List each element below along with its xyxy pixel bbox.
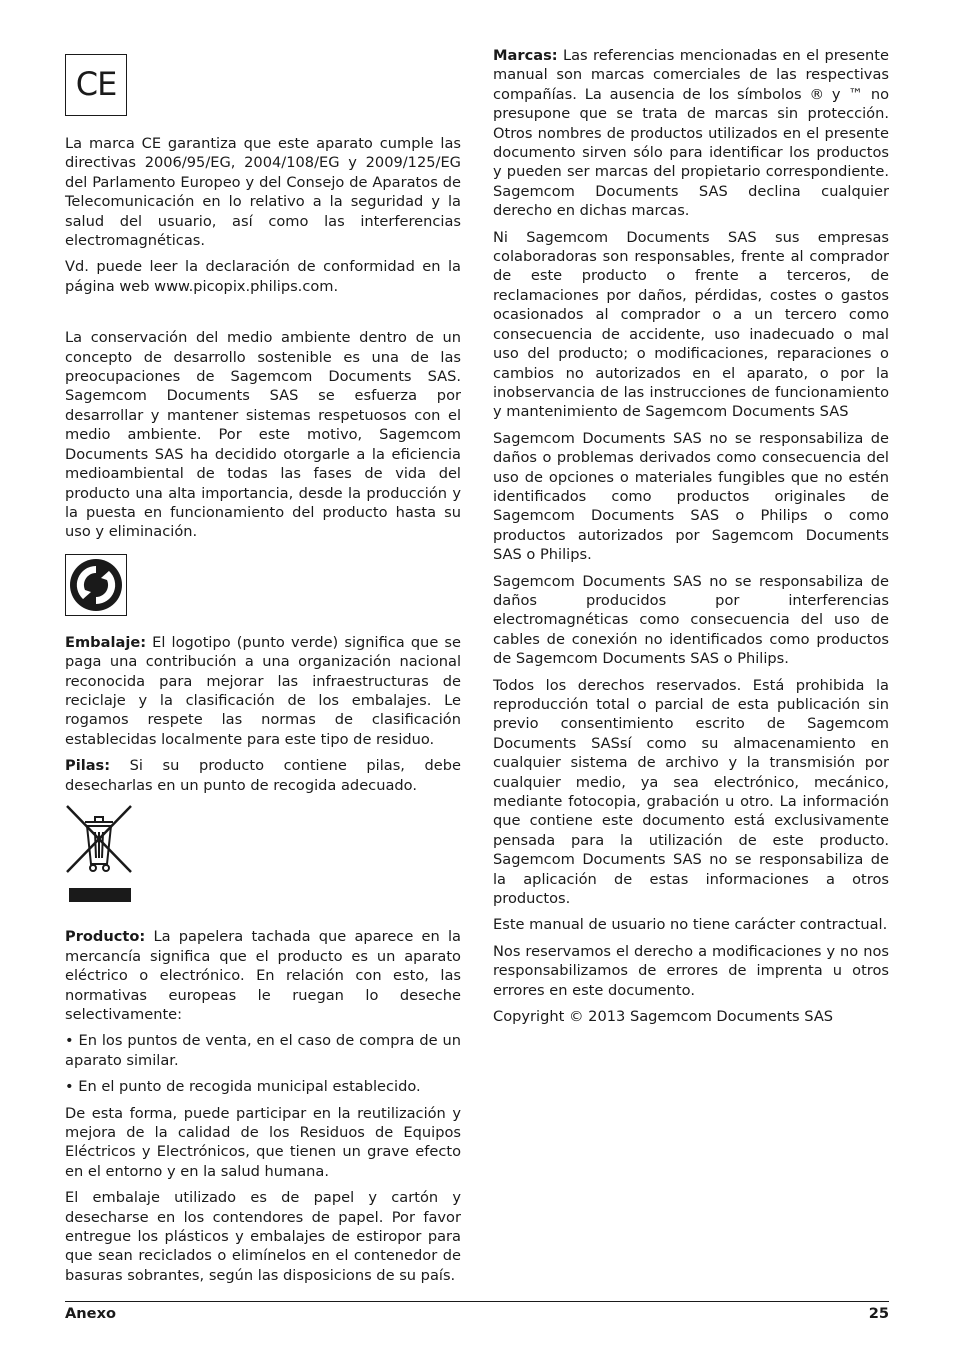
ce-mark-logo xyxy=(65,54,127,116)
packaging-text: El logotipo (punto verde) significa que se paga una contribución a una organización nacional reconocida para mejorar las infraestructuras de reciclaje y la clasificación de los embalajes. Le rogamos respete las normas de clasificación establecidas localmente para este tipo de residuo. xyxy=(65,633,461,748)
green-dot-logo xyxy=(65,554,127,616)
trademarks-paragraph xyxy=(493,46,889,221)
left-column xyxy=(65,46,461,1292)
trademarks-text: Las referencias mencionadas en el presente manual son marcas comerciales de las respectivas compañías. La ausencia de los símbolos ® y ™ no presupone que se trata de marcas sin protección. Otros nombres de productos utilizados en el presente documento sirven sólo para identificar los productos y pueden ser marcas del propietario correspondiente. Sagemcom Documents SAS declina cualquier derecho en dichas marcas. xyxy=(493,47,889,220)
environment-paragraph: La conservación del medio ambiente dentro de un concepto de desarrollo sostenible es una de las preocupaciones de Sagemcom Documents SAS. Sagemcom Documents SAS se esfuerza por desarrollar y mantener sistemas respetuosos con el medio ambiente. Por este motivo, Sagemcom Documents SAS ha decidido otorgarle a la eficiencia medioambiental de todas las fases de vida del producto una alta importancia, desde la producción y la puesta en funcionamiento del producto hasta su uso y eliminación. xyxy=(65,329,461,541)
batteries-label: Pilas: xyxy=(65,757,111,775)
bullet-item-2: • En el punto de recogida municipal establecido. xyxy=(65,1078,421,1096)
packaging-paragraph xyxy=(65,633,461,749)
ce-mark-text: CE xyxy=(75,65,117,104)
product-text: La papelera tachada que aparece en la mercancía significa que el producto es un aparato eléctrico o electrónico. En relación con esto, las normativas europeas le ruegan lo deseche selectivamente: xyxy=(65,928,461,1023)
footer-section-title: Anexo xyxy=(65,1305,117,1322)
footer-page-number: 25 xyxy=(868,1305,889,1322)
batteries-paragraph xyxy=(65,756,461,795)
manual-paragraph: Este manual de usuario no tiene carácter contractual. xyxy=(493,916,888,934)
reserve-paragraph: Nos reservamos el derecho a modificaciones y no nos responsabilizamos de errores de imprenta u otros errores en este documento. xyxy=(493,942,889,999)
product-label: Producto: xyxy=(65,928,146,946)
emi-paragraph: Sagemcom Documents SAS no se responsabiliza de daños producidos por interferencias electromagnéticas como consecuencia del uso de cables de conexión no identificados como productos de Sagemcom Documents SAS o Philips. xyxy=(493,572,889,668)
packaging-label: Embalaje: xyxy=(65,633,147,651)
batteries-text: Si su producto contiene pilas, debe desecharlas en un punto de recogida adecuado. xyxy=(65,757,461,794)
footer-divider xyxy=(65,1301,889,1302)
crossed-out-bin-icon xyxy=(65,804,135,906)
right-column xyxy=(493,46,889,1034)
trademarks-label: Marcas: xyxy=(493,47,558,64)
bullet-item-1: • En los puntos de venta, en el caso de compra de un aparato similar. xyxy=(65,1032,461,1069)
ce-paragraph: La marca CE garantiza que este aparato cumple las directivas 2006/95/EG, 2004/108/EG y 2009/125/EG del Parlamento Europeo y del Consejo de Aparatos de Telecomunicación en lo relativo a la seguridad y la salud del usuario, así como las interferencias electromagnéticas. xyxy=(65,135,461,250)
rights-paragraph: Todos los derechos reservados. Está prohibida la reproducción total o parcial de esta publicación sin previo consentimiento escrito de Sagemcom Documents SASsí como su almacenamiento en cualquier sistema de archivo y la transmisión por cualquier medio, ya sea electrónico, mecánico, mediante fotocopia, grabación u otro. La información que contiene este documento está exclusivamente pensada para la utilización de este producto. Sagemcom Documents SAS no se responsabiliza de la aplicación de estas informaciones a otros productos. xyxy=(493,676,889,908)
paper-paragraph: El embalaje utilizado es de papel y cartón y desecharse en los contendores de papel. Por favor entregue los plásticos y embalajes de estiropor para que sean reciclados o elimínelos en el contenedor de basuras sobrantes, según las disposicions de su país. xyxy=(65,1189,461,1284)
declaration-paragraph: Vd. puede leer la declaración de conformidad en la página web www.picopix.philips.com. xyxy=(65,258,461,295)
product-paragraph xyxy=(65,927,461,1024)
reuse-paragraph: De esta forma, puede participar en la reutilización y mejora de la calidad de los Residuos de Equipos Eléctricos y Electrónicos, que tienen un grave efecto en el entorno y en la salud humana. xyxy=(65,1104,461,1180)
copyright-paragraph: Copyright © 2013 Sagemcom Documents SAS xyxy=(493,1008,834,1026)
section-spacer xyxy=(65,303,461,328)
liability-paragraph: Ni Sagemcom Documents SAS sus empresas colaboradoras son responsables, frente al comprador de este producto o frente a terceros, de reclamaciones por daños, pérdidas, costes o gastos ocasionados al comprador o a un tercero como consecuencia de accidente, uso inadecuado o mal uso del producto; o modificaciones, reparaciones o cambios no autorizados en el aparato, o por la inobservancia de las instrucciones de funcionamiento y mantenimiento de Sagemcom Documents SAS xyxy=(493,228,889,421)
green-dot-icon xyxy=(69,558,123,612)
options-paragraph: Sagemcom Documents SAS no se responsabiliza de daños o problemas derivados como consecuencia del uso de opciones o materiales fungibles que no estén identificados como productos originales de Sagemcom Documents SAS o Philips o como productos autorizados por Sagemcom Documents SAS o Philips. xyxy=(493,429,889,564)
